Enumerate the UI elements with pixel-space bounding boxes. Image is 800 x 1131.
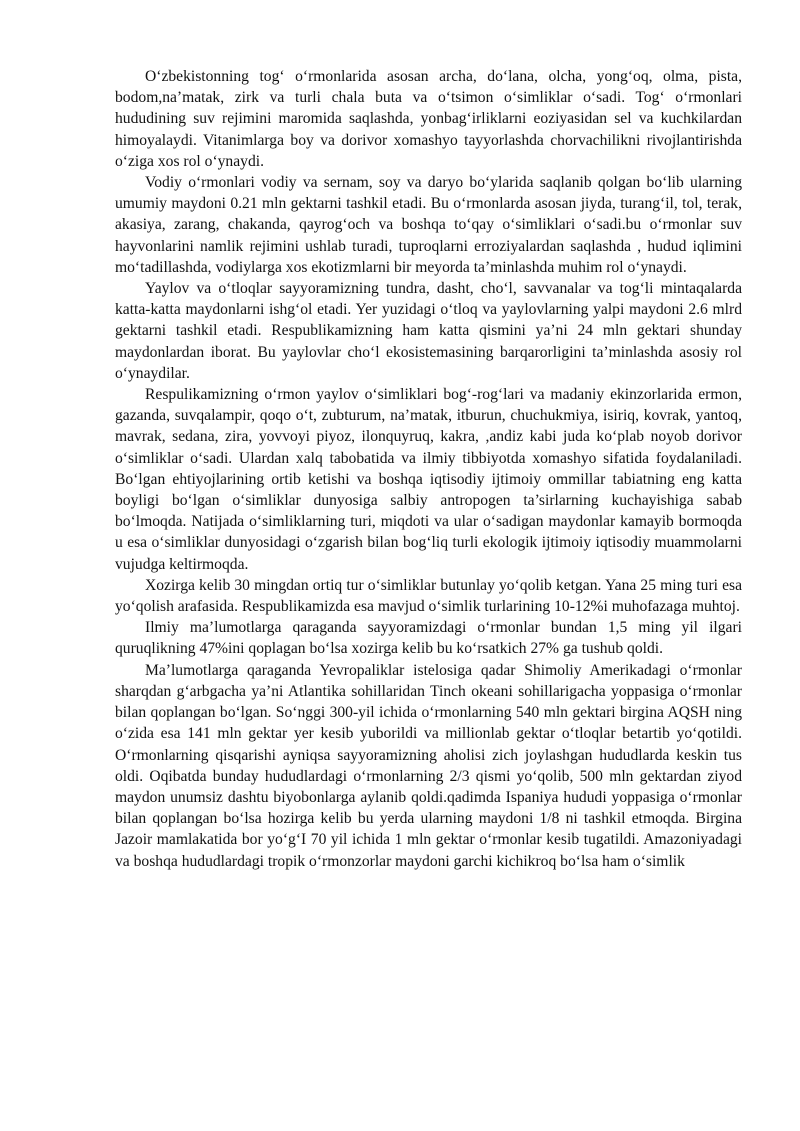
paragraph-pastures-meadows: Yaylov va o‘tloqlar sayyoramizning tundra, dasht, cho‘l, savvanalar va tog‘li mintaqalarda katta-katta maydonlarni ishg‘ol etadi. Yer yuzidagi o‘tloq va yaylovlarning yalpi maydoni 2.6 mlrd gektarni tashkil etadi. Respublikamizning ham katta qismini ya’ni 24 mln gektari shunday maydonlardan iborat. Bu yaylovlar cho‘l ekosistemasining barqarorligini ta’minlashda asosiy rol o‘ynaydilar. <box>115 280 742 382</box>
paragraph-extinct-species: Xozirga kelib 30 mingdan ortiq tur o‘simliklar butunlay yo‘qolib ketgan. Yana 25 ming turi esa yo‘qolish arafasida. Respublikamizda esa mavjud o‘simlik turlarining 10-12%i muhofazaga muhtoj. <box>115 576 742 616</box>
paragraph-valley-forests: Vodiy o‘rmonlari vodiy va sernam, soy va daryo bo‘ylarida saqlanib qolgan bo‘lib ularning umumiy maydoni 0.21 mln gektarni tashkil etadi. Bu o‘rmonlarda asosan jiyda, turang‘il, tol, terak, akasiya, zarang, chakanda, qayrog‘och va boshqa to‘qay o‘simliklari o‘sadi.bu o‘rmonlar suv hayvonlarini namlik rejimini ushlab turadi, tuproqlarni erroziyalardan saqlashda , hudud iqlimini mo‘tadillashda, vodiylarga xos ekotizmlarni bir meyorda ta’minlashda muhim rol o‘ynaydi. <box>115 174 742 276</box>
paragraph-forest-coverage: Ilmiy ma’lumotlarga qaraganda sayyoramizdagi o‘rmonlar bundan 1,5 ming yil ilgari quruqlikning 47%ini qoplagan bo‘lsa xozirga kelib bu ko‘rsatkich 27% ga tushub qoldi. <box>115 619 742 658</box>
paragraph-deforestation-history: Ma’lumotlarga qaraganda Yevropaliklar istelosiga qadar Shimoliy Amerikadagi o‘rmonlar sharqdan g‘arbgacha ya’ni Atlantika sohillaridan Tinch okeani sohillarigacha yoppasiga o‘rmonlar bilan qoplangan bo‘lgan. So‘nggi 300-yil ichida o‘rmonlarning 540 mln gektari birgina AQSH ning o‘zida esa 141 mln gektar yer kesib yuborildi va millionlab gektar o‘tloqlar betartib yo‘qotildi. O‘rmonlarning qisqarishi ayniqsa sayyoramizning aholisi zich joylashgan hududlarda keskin tus oldi. Oqibatda bunday hududlardagi o‘rmonlarning 2/3 qismi yo‘qolib, 500 mln gektardan ziyod maydon unumsiz dashtu biyobonlarga aylanib qoldi.qadimda Ispaniya hududi yoppasiga o‘rmonlar bilan qoplangan bo‘lsa hozirga kelib bu yerda ularning maydoni 1/8 ni tashkil etmoqda. Birgina Jazoir mamlakatida bor yo‘g‘I 70 yil ichida 1 mln gektar o‘rmonlar kesib tugatildi. Amazoniyadagi va boshqa hududlardagi tropik o‘rmonzorlar maydoni garchi kichikroq bo‘lsa ham o‘simlik <box>115 661 742 870</box>
paragraph-medicinal-plants: Respulikamizning o‘rmon yaylov o‘simliklari bog‘-rog‘lari va madaniy ekinzorlarida ermon, gazanda, suvqalampir, qoqo o‘t, zubturum, na’matak, itburun, chuchukmiya, isiriq, kovrak, yantoq, mavrak, sedana, zira, yovvoyi piyoz, ilonquyruq, kakra, ,andiz kabi juda ko‘plab noyob dorivor o‘simliklar o‘sadi. Ulardan xalq tabobatida va ilmiy tibbiyotda xomashyo sifatida foydalaniladi. Bo‘lgan ehtiyojlarining ortib ketishi va boshqa iqtisodiy ijtimoiy ommillar tabiatning eng katta boyligi bo‘lgan o‘simliklar dunyosiga salbiy antropogen ta’sirlarning kuchayishiga sabab bo‘lmoqda. Natijada o‘simliklarning turi, miqdoti va ular o‘sadigan maydonlar kamayib bormoqda u esa o‘simliklar dunyosidagi o‘zgarish bilan bog‘liq turli ekologik ijtimoiy iqtisodiy muammolarni vujudga keltirmoqda. <box>115 386 742 573</box>
document-body <box>115 66 742 872</box>
paragraph-mountain-forests: O‘zbekistonning tog‘ o‘rmonlarida asosan archa, do‘lana, olcha, yong‘oq, olma, pista, bodom,na’matak, zirk va turli chala buta va o‘tsimon o‘simliklar o‘sadi. Tog‘ o‘rmonlari hududining suv rejimini maromida saqlashda, yonbag‘irliklarni eoziyasidan sel va kuchkilardan himoyalaydi. Vitanimlarga boy va dorivor xomashyo tayyorlashda chorvachilikni rivojlantirishda o‘ziga xos rol o‘ynaydi. <box>115 68 742 170</box>
